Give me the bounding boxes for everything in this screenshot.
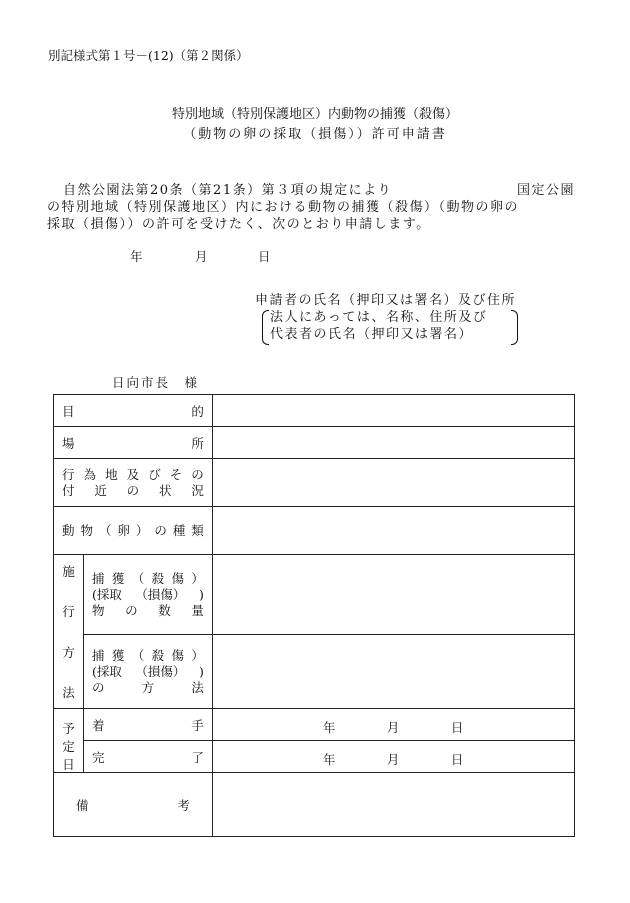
addressee: 日向市長 様	[112, 375, 200, 390]
row-site	[54, 459, 575, 507]
quantity-label: 捕 獲 （ 殺 傷 ） (採取 （損傷） ) 物 の 数 量	[83, 555, 212, 635]
end-label: 完 了	[83, 741, 212, 773]
schedule-group-label: 予 定 日	[54, 709, 84, 773]
form-title-line2: （動物の卵の採取（損傷））許可申請書	[183, 127, 447, 142]
end-year-label: 年	[322, 752, 336, 767]
applicant-label: 申請者の氏名（押印又は署名）及び住所	[255, 293, 517, 308]
method-value[interactable]	[212, 635, 574, 709]
site-value[interactable]	[212, 459, 574, 507]
corp-note-line2: 代表者の氏名（押印又は署名）	[270, 327, 474, 342]
row-species	[54, 507, 575, 555]
row-remarks	[54, 773, 575, 837]
application-table	[53, 394, 575, 837]
start-label: 着 手	[83, 709, 212, 741]
start-month-label: 月	[386, 720, 400, 735]
end-date-value[interactable]	[212, 741, 574, 773]
start-date-value[interactable]	[212, 709, 574, 741]
date-month-label: 月	[195, 249, 208, 264]
remarks-label: 備 考	[54, 773, 213, 837]
bracket-right	[511, 310, 518, 345]
body-line-3: 採取（損傷））の許可を受けたく、次のとおり申請します。	[47, 217, 431, 232]
national-park-label: 国定公園	[517, 183, 576, 198]
row-end	[54, 741, 575, 773]
species-value[interactable]	[212, 507, 574, 555]
body-line-2: の特別地域（特別保護地区）内における動物の捕獲（殺傷）（動物の卵の	[47, 200, 520, 215]
purpose-label: 目 的	[54, 395, 213, 427]
body-line-1-text: 自然公園法第20条（第21条）第３項の規定により	[63, 183, 393, 198]
purpose-value[interactable]	[212, 395, 574, 427]
quantity-value[interactable]	[212, 555, 574, 635]
method-label: 捕 獲 （ 殺 傷 ） (採取 （損傷） ) の 方 法	[83, 635, 212, 709]
row-method	[54, 635, 575, 709]
place-value[interactable]	[212, 427, 574, 459]
method-group-label: 施 行 方 法	[54, 555, 84, 709]
start-day-label: 日	[450, 720, 464, 735]
remarks-value[interactable]	[212, 773, 574, 837]
row-quantity	[54, 555, 575, 635]
corp-note-line1: 法人にあっては、名称、住所及び	[270, 310, 488, 325]
species-label: 動 物 （ 卵 ） の 種 類	[54, 507, 213, 555]
bracket-left	[262, 310, 269, 345]
start-year-label: 年	[322, 720, 336, 735]
row-place	[54, 427, 575, 459]
site-label-line2: 付 近 の 状 況	[62, 482, 204, 498]
form-code: 別記様式第１号－(12)（第２関係）	[48, 48, 249, 63]
end-month-label: 月	[386, 752, 400, 767]
date-year-label: 年	[130, 249, 143, 264]
form-title-line1: 特別地域（特別保護地区）内動物の捕獲（殺傷）	[171, 107, 458, 122]
site-label	[54, 459, 213, 507]
end-day-label: 日	[450, 752, 464, 767]
place-label: 場 所	[54, 427, 213, 459]
row-purpose	[54, 395, 575, 427]
site-label-line1: 行 為 地 及 び そ の	[62, 466, 204, 482]
date-day-label: 日	[258, 249, 271, 264]
row-start	[54, 709, 575, 741]
